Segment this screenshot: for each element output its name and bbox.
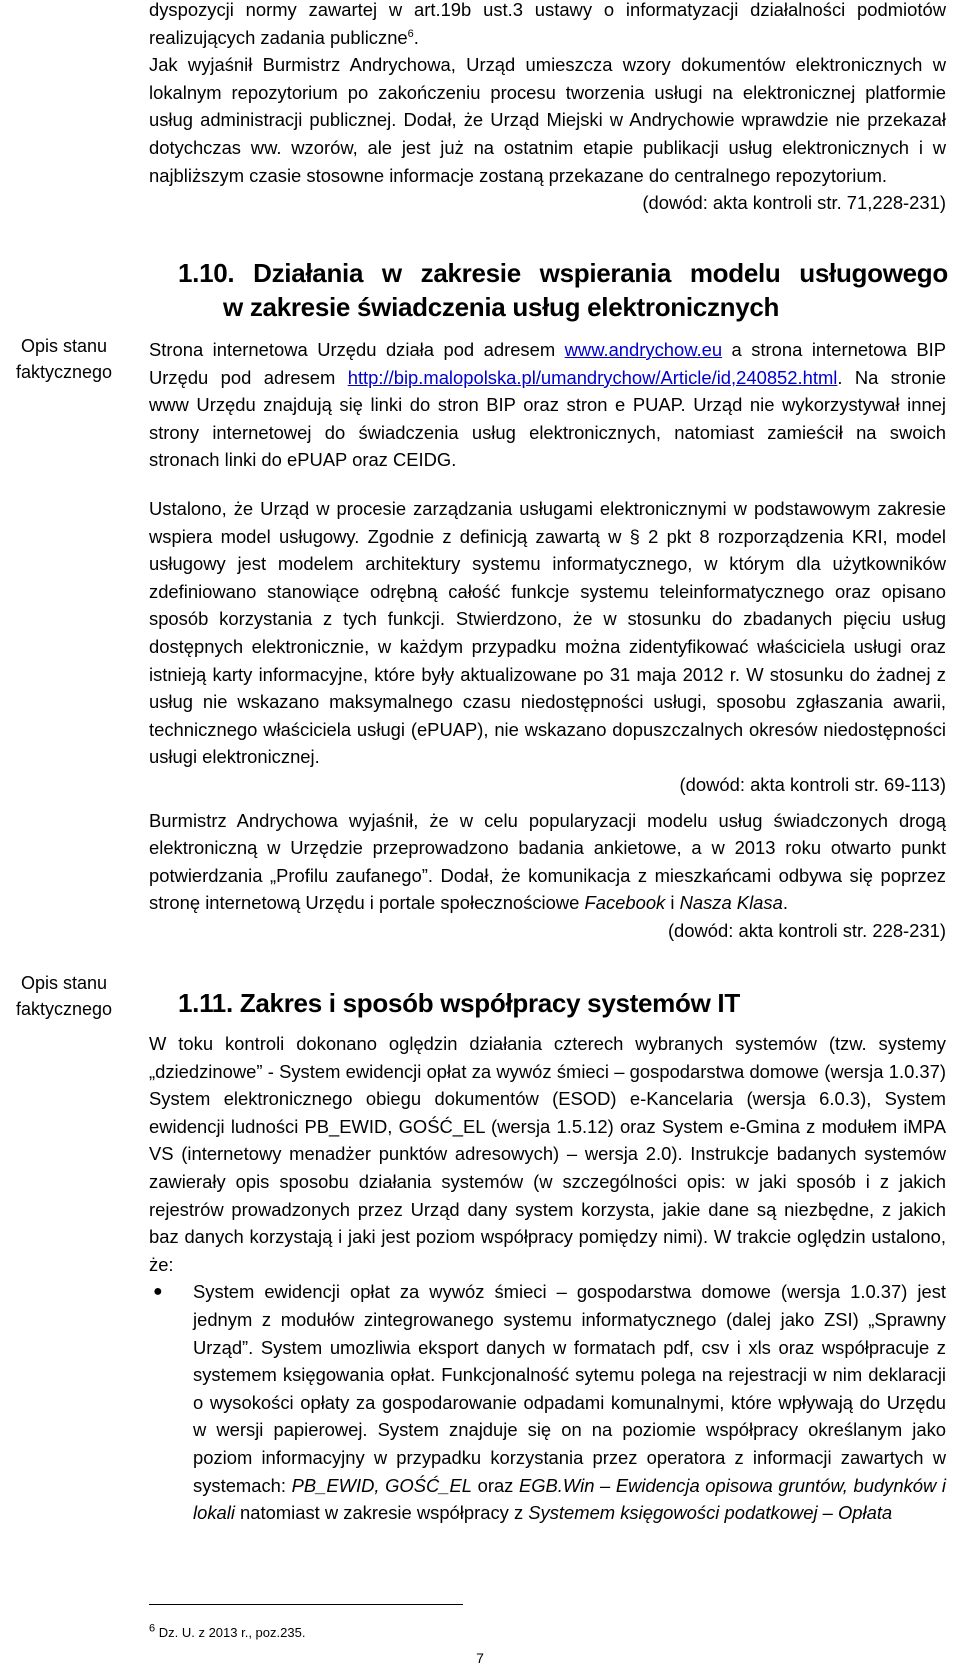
intro-block	[149, 0, 946, 217]
paragraph-websites: Strona internetowa Urzędu działa pod adresem www.andrychow.eu a strona internetowa BIP Urzędu pod adresem http://bip.malopolska.pl/umandrychow/Article/id,240852.html. Na stronie www Urzędu znajdują się linki do stron BIP oraz stron e PUAP. Urząd nie wykorzystywał innej strony internetowej do świadczenia usług elektronicznych, natomiast zamieścił na swoich stronach linki do ePUAP oraz CEIDG.	[149, 339, 947, 471]
section-111-body	[149, 1030, 946, 1527]
intro-paragraph: Jak wyjaśnił Burmistrz Andrychowa, Urząd umieszcza wzory dokumentów elektronicznych w lokalnym repozytorium po zakończeniu procesu tworzenia usługi na elektronicznej platformie usług administracji publicznej. Dodał, że Urząd Miejski w Andrychowie wprawdzie nie przekazał dotychczas ww. wzorów, ale jest już na ostatnim etapie publikacji usług elektronicznych i w najbliższym czasie stosowne informacje zostaną przekazane do centralnego repozytorium.	[149, 54, 946, 186]
bullet-text: System ewidencji opłat za wywóz śmieci – gospodarstwa domowe (wersja 1.0.37) jest jednym z modułów zintegrowanego systemu informatycznego (dalej jako ZSI) „Sprawny Urząd”. System umozliwia eksport danych w formatach pdf, csv i xls oraz współpracuje z systemem księgowania opłat. Funkcjonalność sytemu polega na rejestracji w nim deklaracji o wysokości opłaty za gospodarowanie odpadami komunalnymi, które wpływają do Urzędu w wersji papierowej. System znajduje się on na poziomie współpracy określanym jako poziom informacyjny w przypadku korzystania przez operatora z informacji zawartych w systemach: PB_EWID, GOŚĆ_EL oraz EGB.Win – Ewidencja opisowa gruntów, budynków i lokali natomiast w zakresie współpracy z Systemem księgowości podatkowej – Opłata	[193, 1281, 946, 1524]
paragraph-popularization: Burmistrz Andrychowa wyjaśnił, że w celu popularyzacji modelu usług świadczonych drogą elektroniczną w Urzędzie przeprowadzono badania ankietowe, a w 2013 roku otwarto punkt potwierdzania „Profilu zaufanego”. Dodał, że komunikacja z mieszkańcami odbywa się poprzez stronę internetową Urzędu i portale społecznościowe Facebook i Nasza Klasa.	[149, 809, 946, 914]
evidence-note: (dowód: akta kontroli str. 228-231)	[667, 919, 946, 941]
bullet-icon: ●	[153, 1283, 163, 1301]
bullet-item	[149, 1278, 946, 1526]
margin-label-2: Opis stanu faktycznego	[15, 973, 113, 1019]
link-bip[interactable]: http://bip.malopolska.pl/umandrychow/Article/id,240852.html	[347, 366, 838, 388]
paragraph-systems: W toku kontroli dokonano oględzin działania czterech wybranych systemów (tzw. systemy „dziedzinowe” - System ewidencji opłat za wywóz śmieci – gospodarstwa domowe (wersja 1.0.37) System elektronicznego obiegu dokumentów (ESOD) e-Kancelaria (wersja 6.0.3), System ewidencji ludności PB_EWID, GOŚĆ_EL (wersja 1.5.12) oraz System e-Gmina z modułem iMPA VS (internetowy menadżer punktów adresowych) – wersja 2.0). Instrukcje badanych systemów zawierały opis sposobu działania systemów (w szczególności opis: w jaki sposób i z jakich rejestrów prowadzonych przez Urząd dany system korzysta, jakie dane są niezbędne, z jakich baz danych korzystają i jaki jest poziom współpracy pomiędzy nimi). W trakcie oględzin ustalono, że:	[149, 1033, 946, 1275]
evidence-note: (dowód: akta kontroli str. 71,228-231)	[642, 192, 946, 214]
paragraph-service-model: Ustalono, że Urząd w procesie zarządzania usługami elektronicznymi w podstawowym zakresie wspiera model usługowy. Zgodnie z definicją zawartą w § 2 pkt 8 rozporządzenia KRI, model usługowy jest modelem architektury systemu informatycznego, w którym dla użytkowników zdefiniowano stanowiące odrębną całość funkcje systemu teleinformatycznego oraz opisano sposób korzystania z tych funkcji. Stwierdzono, że w stosunku do zbadanych pięciu usług dostępnych elektronicznie, w każdym przypadku można zidentyfikować właściciela usługi oraz istnieją karty informacyjne, które były aktualizowane po 31 maja 2012 r. W stosunku do żadnej z usług nie wskazano maksymalnego czasu niedostępności usługi, sposobu zgłaszania awarii, technicznego właściciela usługi (ePUAP), nie wskazano dopuszczalnych okresów niedostępności usługi elektronicznej.	[149, 497, 946, 768]
section-heading-110: 1.10. Działania w zakresie wspierania modelu usługowego w zakresie świadczenia usług elektronicznych	[178, 258, 948, 322]
evidence-note: (dowód: akta kontroli str. 69-113)	[679, 773, 946, 795]
section-heading-111: 1.11. Zakres i sposób współpracy systemów IT	[178, 988, 740, 1018]
link-andrychow[interactable]: www.andrychow.eu	[564, 339, 723, 360]
footnote-ref: 6	[407, 27, 414, 40]
footnote: $^6$ Dz. U. z 2013 r., poz.235.	[149, 1622, 306, 1640]
section-110-body	[149, 336, 946, 944]
intro-line: dyspozycji normy zawartej w art.19b ust.3 ustawy o informatyzacji działalności podmiotów realizujących zadania publiczne$^6$.	[149, 0, 946, 48]
page-number: 7	[476, 1650, 484, 1666]
margin-label-1: Opis stanu faktycznego	[15, 336, 113, 382]
footnote-separator	[149, 1604, 463, 1605]
